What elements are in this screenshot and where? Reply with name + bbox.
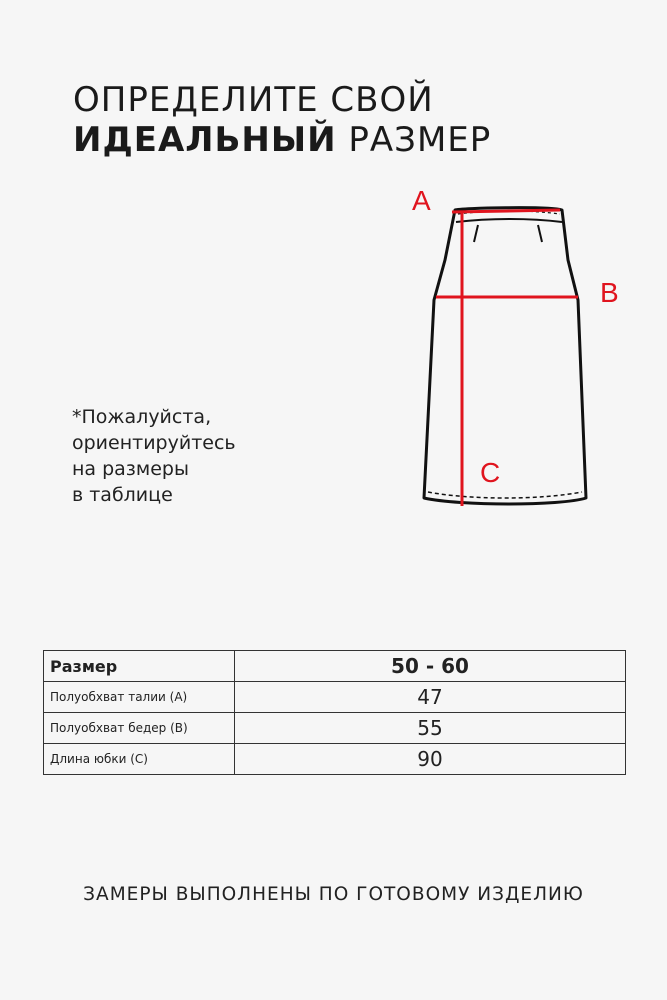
header-value-cell: 50 - 60 xyxy=(235,651,626,682)
measurement-lines xyxy=(436,210,578,506)
label-a: A xyxy=(412,185,431,216)
skirt-outline xyxy=(424,208,586,504)
size-table xyxy=(43,650,626,775)
row-label-cell: Длина юбки (С) xyxy=(44,744,235,775)
table-header-row xyxy=(44,651,626,682)
row-label-cell: Полуобхват талии (А) xyxy=(44,682,235,713)
title-bold-word: ИДЕАЛЬНЫЙ xyxy=(73,120,337,160)
row-label-cell: Полуобхват бедер (В) xyxy=(44,713,235,744)
label-c: C xyxy=(480,457,501,488)
row-value-cell: 55 xyxy=(235,713,626,744)
skirt-diagram xyxy=(400,180,640,520)
note-line: ориентируйтесь xyxy=(72,432,236,454)
note-line: *Пожалуйста, xyxy=(72,406,212,428)
label-b: B xyxy=(600,277,619,308)
skirt-body-outline xyxy=(424,208,586,504)
title-line-1: ОПРЕДЕЛИТЕ СВОЙ xyxy=(73,80,434,120)
hem-stitch xyxy=(428,492,582,498)
waistband-line xyxy=(456,219,562,222)
note-line: на размеры xyxy=(72,458,189,480)
title-rest: РАЗМЕР xyxy=(336,120,492,160)
table-row xyxy=(44,744,626,775)
size-note xyxy=(72,404,236,508)
header-label-cell: Размер xyxy=(44,651,235,682)
table-row xyxy=(44,682,626,713)
row-value-cell: 47 xyxy=(235,682,626,713)
footer-note: ЗАМЕРЫ ВЫПОЛНЕНЫ ПО ГОТОВОМУ ИЗДЕЛИЮ xyxy=(83,884,584,905)
page-title xyxy=(73,80,491,160)
title-line-2 xyxy=(73,120,491,160)
row-value-cell: 90 xyxy=(235,744,626,775)
dart-right xyxy=(538,225,542,242)
waist-measure-line xyxy=(452,210,560,212)
table-row xyxy=(44,713,626,744)
dart-left xyxy=(474,225,478,242)
note-line: в таблице xyxy=(72,484,173,506)
